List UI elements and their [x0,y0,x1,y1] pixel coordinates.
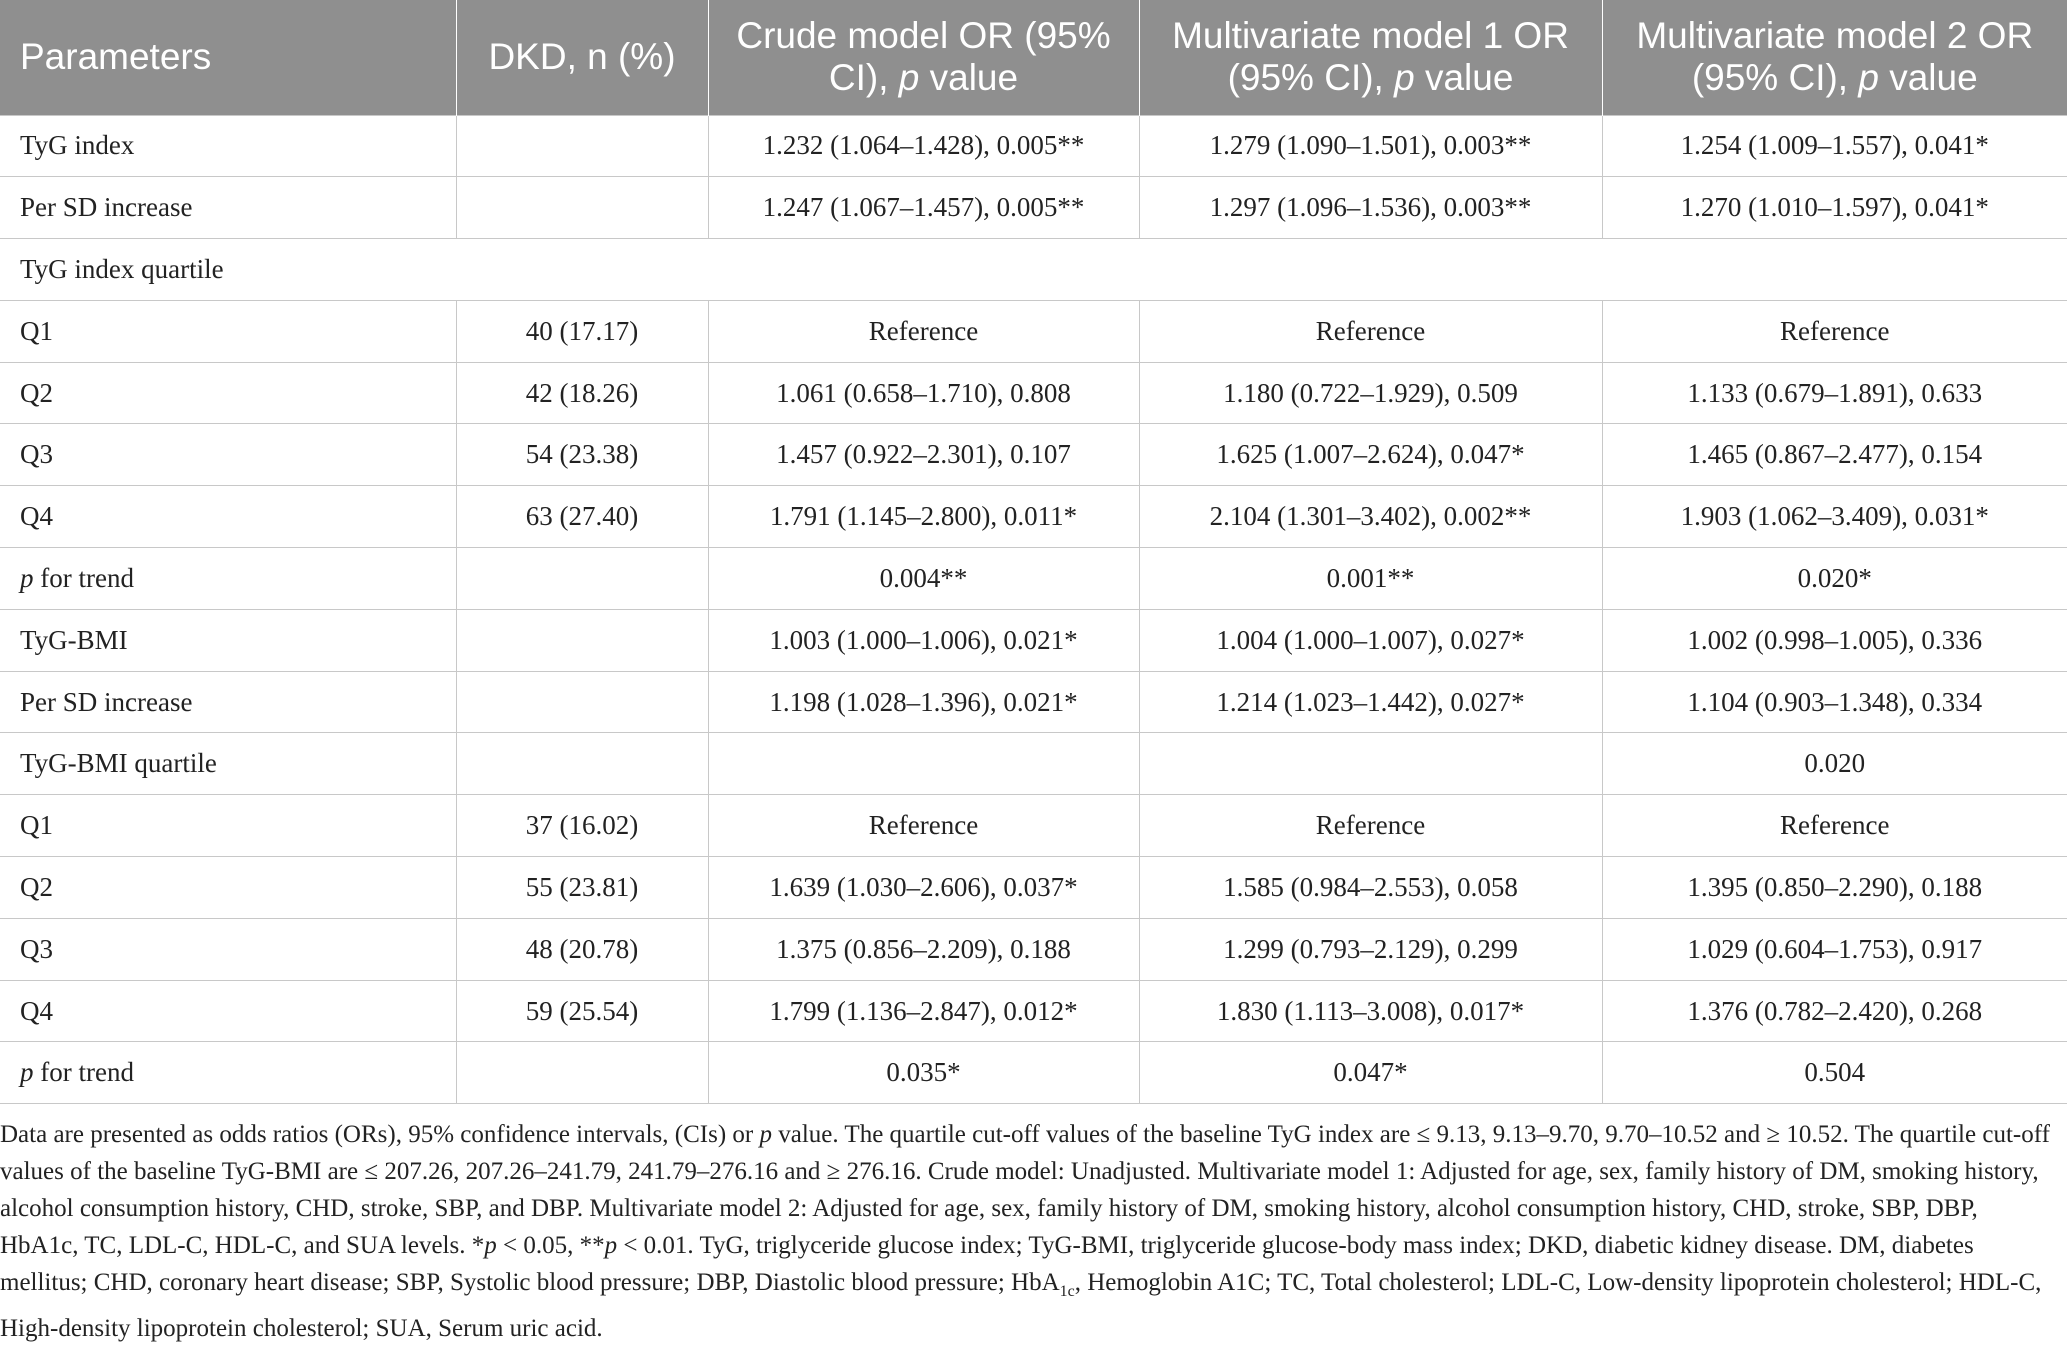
dkd-cell [456,671,708,733]
crude-cell: 1.457 (0.922–2.301), 0.107 [708,424,1139,486]
table-row [0,918,2067,980]
section-label: TyG index quartile [0,239,2067,301]
model1-cell: 1.297 (1.096–1.536), 0.003** [1139,177,1602,239]
row-label: Q1 [0,795,456,857]
crude-cell: 1.799 (1.136–2.847), 0.012* [708,980,1139,1042]
model1-cell: 1.214 (1.023–1.442), 0.027* [1139,671,1602,733]
row-label: TyG-BMI quartile [0,733,456,795]
table-body [0,115,2067,1104]
model2-cell: 0.020 [1602,733,2067,795]
dkd-cell: 59 (25.54) [456,980,708,1042]
dkd-cell: 55 (23.81) [456,857,708,919]
dkd-cell: 54 (23.38) [456,424,708,486]
crude-cell: 1.247 (1.067–1.457), 0.005** [708,177,1139,239]
model2-cell: 1.465 (0.867–2.477), 0.154 [1602,424,2067,486]
table-row [0,733,2067,795]
row-label: Q3 [0,424,456,486]
table-row [0,486,2067,548]
dkd-cell [456,548,708,610]
table-row [0,980,2067,1042]
dkd-cell [456,115,708,177]
section-row [0,239,2067,301]
row-label: TyG-BMI [0,609,456,671]
table-row [0,115,2067,177]
model1-cell: 1.830 (1.113–3.008), 0.017* [1139,980,1602,1042]
row-label: TyG index [0,115,456,177]
row-label: p for trend [0,548,456,610]
table-row [0,424,2067,486]
dkd-cell [456,177,708,239]
model2-cell: 1.376 (0.782–2.420), 0.268 [1602,980,2067,1042]
dkd-cell: 42 (18.26) [456,362,708,424]
model2-cell: 1.029 (0.604–1.753), 0.917 [1602,918,2067,980]
crude-cell: 1.791 (1.145–2.800), 0.011* [708,486,1139,548]
table-row [0,857,2067,919]
table-row [0,671,2067,733]
model1-cell [1139,733,1602,795]
dkd-cell: 37 (16.02) [456,795,708,857]
table-row [0,548,2067,610]
model1-cell: 1.299 (0.793–2.129), 0.299 [1139,918,1602,980]
header-row [0,0,2067,115]
model1-cell: Reference [1139,300,1602,362]
table-header [0,0,2067,115]
model2-cell: 0.020* [1602,548,2067,610]
model2-cell: 1.002 (0.998–1.005), 0.336 [1602,609,2067,671]
header-parameters: Parameters [0,0,456,115]
crude-cell: 1.003 (1.000–1.006), 0.021* [708,609,1139,671]
crude-cell: Reference [708,795,1139,857]
model2-cell: 1.104 (0.903–1.348), 0.334 [1602,671,2067,733]
header-dkd: DKD, n (%) [456,0,708,115]
row-label: Q1 [0,300,456,362]
model1-cell: 2.104 (1.301–3.402), 0.002** [1139,486,1602,548]
table-row [0,362,2067,424]
row-label: Q4 [0,486,456,548]
crude-cell: 1.639 (1.030–2.606), 0.037* [708,857,1139,919]
model2-cell: 0.504 [1602,1042,2067,1104]
model1-cell: 0.047* [1139,1042,1602,1104]
model2-cell: 1.133 (0.679–1.891), 0.633 [1602,362,2067,424]
model2-cell: 1.903 (1.062–3.409), 0.031* [1602,486,2067,548]
table-row [0,300,2067,362]
dkd-cell: 48 (20.78) [456,918,708,980]
dkd-cell: 63 (27.40) [456,486,708,548]
crude-cell: 0.035* [708,1042,1139,1104]
model2-cell: Reference [1602,300,2067,362]
model1-cell: Reference [1139,795,1602,857]
dkd-cell [456,1042,708,1104]
row-label: Per SD increase [0,177,456,239]
table-row [0,1042,2067,1104]
row-label: Q3 [0,918,456,980]
dkd-cell [456,733,708,795]
header-crude-model: Crude model OR (95% CI), p value [708,0,1139,115]
model2-cell: 1.270 (1.010–1.597), 0.041* [1602,177,2067,239]
table-footnote [0,1116,2055,1347]
header-multivariate-model-1: Multivariate model 1 OR (95% CI), p value [1139,0,1602,115]
row-label: Q2 [0,857,456,919]
crude-cell: Reference [708,300,1139,362]
crude-cell: 0.004** [708,548,1139,610]
table-row [0,795,2067,857]
header-multivariate-model-2: Multivariate model 2 OR (95% CI), p value [1602,0,2067,115]
model2-cell: 1.254 (1.009–1.557), 0.041* [1602,115,2067,177]
crude-cell: 1.061 (0.658–1.710), 0.808 [708,362,1139,424]
model2-cell: Reference [1602,795,2067,857]
crude-cell: 1.198 (1.028–1.396), 0.021* [708,671,1139,733]
model1-cell: 1.180 (0.722–1.929), 0.509 [1139,362,1602,424]
dkd-cell: 40 (17.17) [456,300,708,362]
model1-cell: 1.279 (1.090–1.501), 0.003** [1139,115,1602,177]
model1-cell: 1.585 (0.984–2.553), 0.058 [1139,857,1602,919]
model1-cell: 1.625 (1.007–2.624), 0.047* [1139,424,1602,486]
model1-cell: 1.004 (1.000–1.007), 0.027* [1139,609,1602,671]
crude-cell [708,733,1139,795]
row-label: Per SD increase [0,671,456,733]
crude-cell: 1.375 (0.856–2.209), 0.188 [708,918,1139,980]
crude-cell: 1.232 (1.064–1.428), 0.005** [708,115,1139,177]
row-label: Q2 [0,362,456,424]
footnote-text: Data are presented as odds ratios (ORs), 95% confidence intervals, (CIs) or p value. The quartile cut-off values of the baseline TyG index are ≤ 9.13, 9.13–9.70, 9.70–10.52 and ≥ 10.52. The quartile cut-off values of the baseline TyG-BMI are ≤ 207.26, 207.26–241.79, 241.79–276.16 and ≥ 276.16. Crude model: Unadjusted. Multivariate model 1: Adjusted for age, sex, family history of DM, smoking history, alcohol consumption history, CHD, stroke, SBP, and DBP. Multivariate model 2: Adjusted for age, sex, family history of DM, smoking history, alcohol consumption history, CHD, stroke, SBP, DBP, HbA1c, TC, LDL-C, HDL-C, and SUA levels. *p < 0.05, **p < 0.01. TyG, triglyceride glucose index; TyG-BMI, triglyceride glucose-body mass index; DKD, diabetic kidney disease. DM, diabetes mellitus; CHD, coronary heart disease; SBP, Systolic blood pressure; DBP, Diastolic blood pressure; HbA$_{1c}$, Hemoglobin A1C; TC, Total cholesterol; LDL-C, Low-density lipoprotein cholesterol; HDL-C, High-density lipoprotein cholesterol; SUA, Serum uric acid. [0,1121,2050,1342]
row-label: p for trend [0,1042,456,1104]
dkd-cell [456,609,708,671]
table-row [0,177,2067,239]
row-label: Q4 [0,980,456,1042]
model2-cell: 1.395 (0.850–2.290), 0.188 [1602,857,2067,919]
table-row [0,609,2067,671]
model1-cell: 0.001** [1139,548,1602,610]
